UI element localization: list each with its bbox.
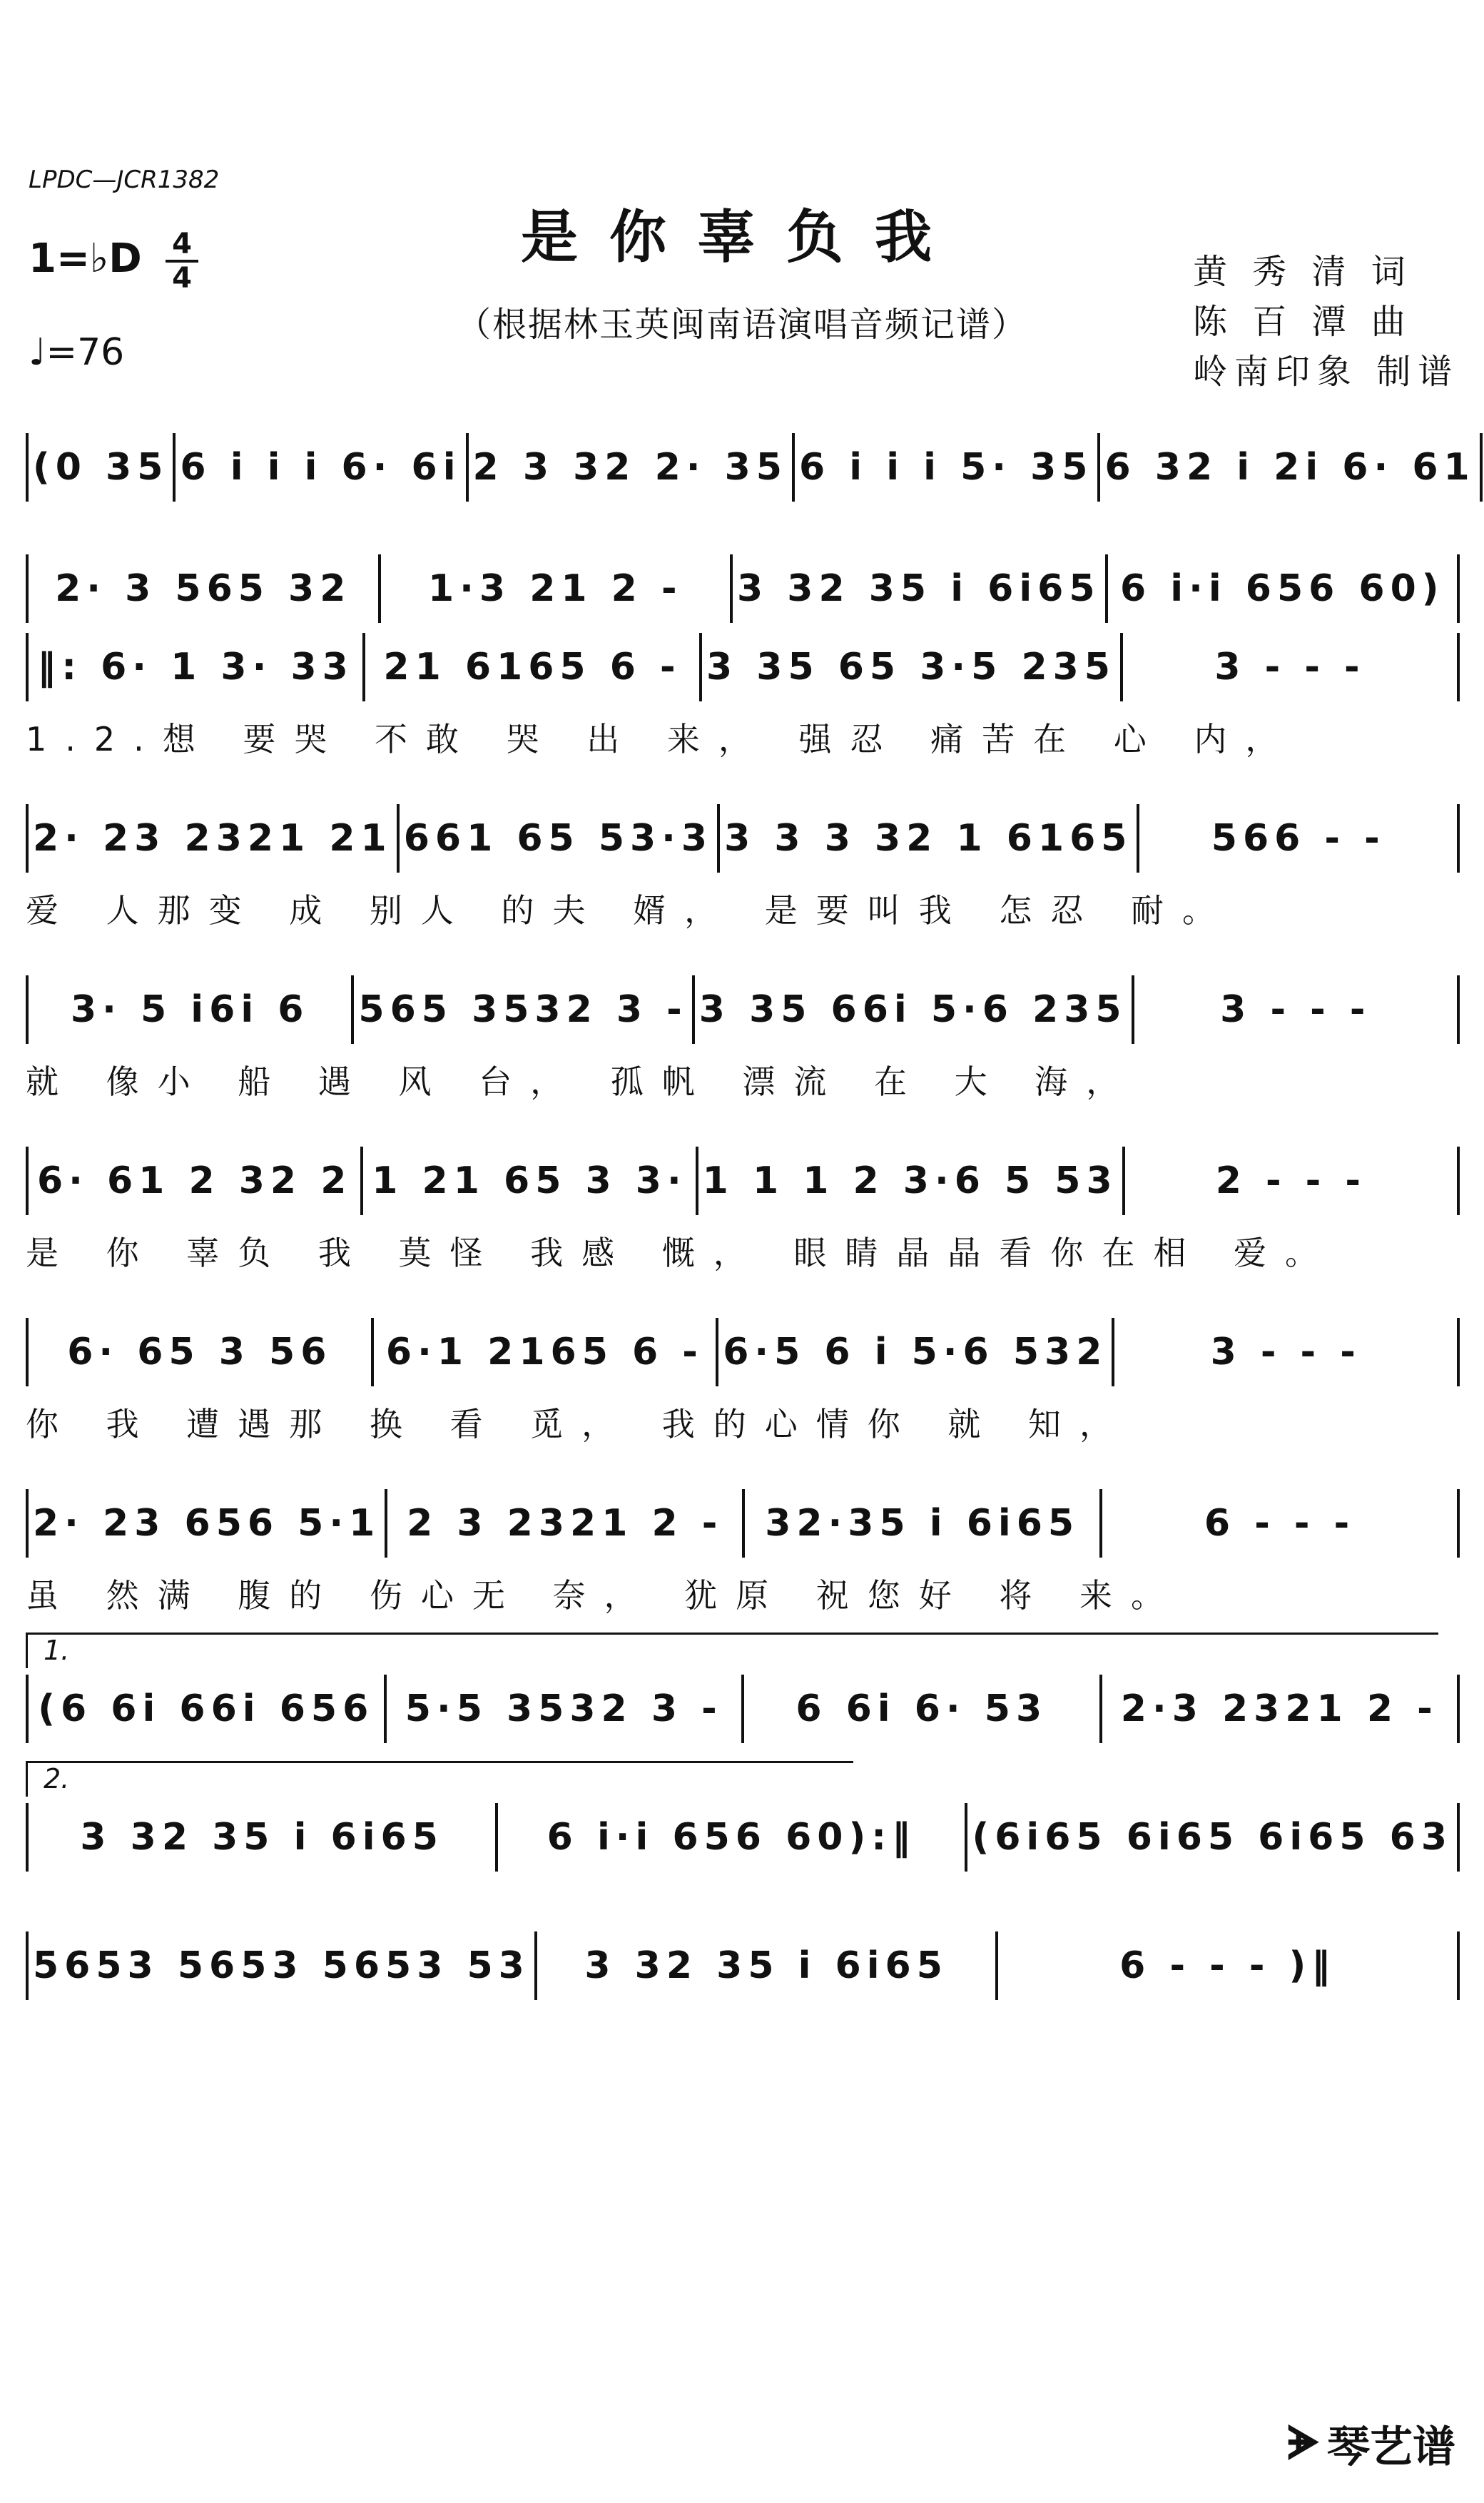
measure: 2 3 2321 2 -: [387, 1489, 745, 1558]
lyricist-credit: 黄 秀 清 词: [1193, 252, 1413, 292]
logo-mark-icon: ᗘ: [1286, 2417, 1320, 2470]
site-logo: [1287, 2413, 1455, 2474]
measure: (6i65 6i65 6i65 63: [967, 1803, 1460, 1872]
measure: (0 35: [29, 433, 176, 502]
notation-row: [26, 428, 1475, 507]
composer-credit: 陈 百 潭 曲: [1193, 302, 1413, 342]
lyric-line: 虽 然满 腹的 伤心无 奈， 犹原 祝您好 将 来。: [26, 1576, 1182, 1615]
measure: 1 1 1 2 3·6 5 53: [698, 1147, 1125, 1215]
measure: 32·35 i 6i65: [745, 1489, 1102, 1558]
meter-top: 4: [172, 228, 192, 260]
measure: 5·5 3532 3 -: [387, 1675, 745, 1743]
lyric-line: 1.2.想 要哭 不敢 哭 出 来， 强忍 痛苦在 心 内，: [26, 720, 1297, 758]
measure: 2 - - -: [1125, 1147, 1460, 1215]
measure: 6 i·i 656 60): [1108, 554, 1460, 623]
lyric-line: 你 我 遭遇那 换 看 觅， 我的心情你 就 知，: [26, 1405, 1131, 1443]
measure: 2· 23 2321 21: [29, 804, 400, 873]
measure: 6 - - - )‖: [998, 1931, 1460, 2000]
measure: 1 21 65 3 3·: [363, 1147, 698, 1215]
score-system: [26, 628, 1460, 792]
measure: 3 - - -: [1114, 1318, 1460, 1386]
score-code: LPDC—JCR1382: [29, 166, 220, 194]
measure: 661 65 53·3: [400, 804, 720, 873]
measure: ‖: 6· 1 3· 33: [29, 633, 365, 701]
measure: 3 - - -: [1134, 975, 1460, 1044]
score-system: [26, 799, 1460, 963]
meter-bottom: 4: [172, 262, 192, 295]
notation-row: [26, 1313, 1460, 1391]
notation-row: [26, 799, 1460, 878]
notation-row: [26, 549, 1460, 628]
measure: 2· 3 565 32: [29, 554, 381, 623]
score-system: [26, 970, 1460, 1134]
measure: 3· 5 i6i 6: [29, 975, 354, 1044]
notation-row: [26, 1142, 1460, 1220]
song-subtitle: （根据林玉英闽南语演唱音频记谱）: [456, 305, 1027, 345]
arranger-credit: 岭南印象 制谱: [1193, 352, 1460, 392]
score-system: [26, 1484, 1460, 1648]
measure: 6·5 6 i 5·6 532: [718, 1318, 1114, 1386]
measure: (6 6i 66i 656: [29, 1675, 387, 1743]
measure: 3 35 65 3·5 235: [702, 633, 1123, 701]
notation-row: [26, 970, 1460, 1049]
notation-row: [26, 1670, 1460, 1748]
volta-bracket: 2.: [26, 1761, 853, 1797]
measure: 6· 65 3 56: [29, 1318, 374, 1386]
tempo-marking: [29, 331, 124, 374]
score-system: [26, 1763, 1460, 1877]
measure: 565 3532 3 -: [354, 975, 694, 1044]
score-system: [26, 1142, 1460, 1306]
measure: 566 - -: [1139, 804, 1460, 873]
lyric-line: 爱 人那变 成 别人 的夫 婿， 是要叫我 怎忍 耐。: [26, 891, 1234, 930]
measure: 2 3 32 2· 35: [469, 433, 795, 502]
quarter-note-icon: ♩: [29, 331, 46, 374]
lyric-line: 就 像小 船 遇 风 台， 孤帆 漂流 在 大 海，: [26, 1062, 1138, 1101]
volta-bracket: 1.: [26, 1633, 1438, 1668]
measure: 3 - - -: [1123, 633, 1460, 701]
measure: 21 6165 6 -: [365, 633, 702, 701]
score-system: [26, 549, 1460, 628]
measure: 6 i·i 656 60):‖: [498, 1803, 967, 1872]
measure: 6 - - -: [1102, 1489, 1460, 1558]
measure: 1·3 21 2 -: [381, 554, 733, 623]
notation-row: [26, 1926, 1460, 2005]
measure: 3 35 66i 5·6 235: [695, 975, 1134, 1044]
measure: 6 6i 6· 53: [744, 1675, 1102, 1743]
notation-row: [26, 628, 1460, 706]
tempo-value: =76: [46, 331, 125, 374]
notation-row: [26, 1484, 1460, 1563]
score-system: [26, 1635, 1460, 1748]
score-system: [26, 1313, 1460, 1477]
time-signature: [166, 230, 198, 293]
measure: 2· 23 656 5·1: [29, 1489, 387, 1558]
score-system: [26, 1926, 1460, 2005]
notation-row: [26, 1798, 1460, 1877]
measure: 3 32 35 i 6i65: [733, 554, 1108, 623]
measure: 6· 61 2 32 2: [29, 1147, 363, 1215]
logo-text: 琴艺谱: [1327, 2422, 1455, 2472]
measure: 6 i i i 6· 6i: [176, 433, 468, 502]
credits: [1193, 247, 1459, 397]
score-system: [26, 428, 1475, 507]
key-signature: 1=♭D: [29, 235, 142, 282]
lyric-line: 是 你 辜负 我 莫怪 我感 慨， 眼睛晶晶看你在相 爱。: [26, 1234, 1336, 1272]
measure: 3 32 35 i 6i65: [537, 1931, 999, 2000]
measure: 6 i i i 5· 35: [795, 433, 1100, 502]
measure: 3 32 35 i 6i65: [29, 1803, 498, 1872]
measure: 6·1 2165 6 -: [374, 1318, 719, 1386]
measure: 6 32 i 2i 6· 61: [1100, 433, 1482, 502]
song-title: 是你辜负我: [521, 203, 963, 270]
measure: 5653 5653 5653 53: [29, 1931, 537, 2000]
measure: 3 3 3 32 1 6165: [720, 804, 1139, 873]
measure: 2·3 2321 2 -: [1102, 1675, 1460, 1743]
